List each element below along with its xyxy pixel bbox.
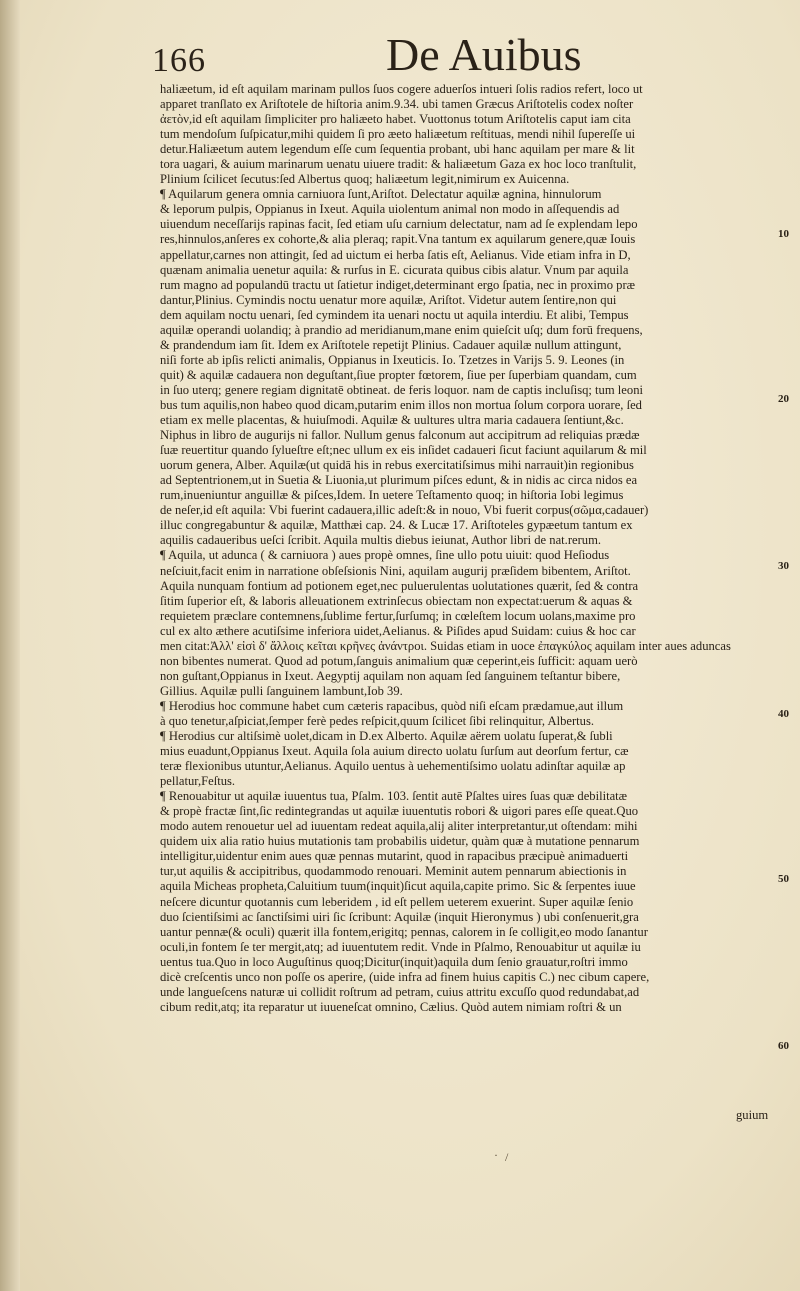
text-line: oculi,in fontem ſe ter mergit,atq; ad iuuentutem redit. Vnde in Pſalmo, Renouabitur ut aquilæ iu	[160, 939, 641, 954]
text-line: cul ex alto æthere acutiſsime inferiora uidet,Aelianus. & Piſides apud Suidam: cuius & hoc car	[160, 623, 636, 638]
running-head: De Auibus	[386, 29, 582, 80]
binding-gutter	[0, 0, 20, 1291]
text-line: aquila Micheas propheta,Caluitium tuum(inquit)ſicut aquila,capite primo. Sic & ſerpentes iuue	[160, 879, 636, 894]
line-number: 30	[778, 560, 789, 572]
text-block	[160, 82, 774, 1015]
text-line: ad Septentrionem,ut in Suetia & Liuonia,ut plurimum piſces edunt, & in nidis ac circa nidos ea	[160, 473, 638, 488]
text-line: Aquila nunquam fontium ad potionem eget,nec puluerulentas uolutationes quærit, ſed & contra	[160, 578, 639, 593]
text-line: niſi forte ab ipſis relicti animalis, Oppianus in Ixeuticis. Io. Tzetzes in Varijs 5. 9. Leones (in	[160, 352, 625, 367]
text-line: aquilis cadaueribus ueſci ſcribit. Aquila multis diebus ieiunat, Author libri de nat.rerum.	[160, 533, 602, 548]
text-line: ¶ Aquilarum genera omnia carniuora ſunt,Ariſtot. Delectatur aquilæ agnina, hinnulorum	[160, 187, 602, 202]
text-line: aquilæ operandi uolandiq; à prandio ad meridianum,mane enim quieſcit uſq; dum forū frequens,	[160, 322, 643, 337]
text-line: res,hinnulos,anſeres ex cohorte,& alia pleraq; rapit.Vna tantum ex aquilarum genere,quæ Iouis	[160, 232, 636, 247]
text-line: bus tum aquilis,non habeo quod dicam,putarim enim illos non mortua ſolum corpora uorare, ſed	[160, 397, 642, 412]
line-number: 10	[778, 228, 789, 240]
text-line: neſcere dicuntur quotannis cum leberidem , id eſt pellem ueterem exuerint. Super aquilæ ſenio	[160, 894, 634, 909]
text-line: ¶ Herodius cur altiſsimè uolet,dicam in D.ex Alberto. Aquilæ aërem uolatu ſuperat,& ſubli	[160, 729, 613, 744]
text-line: duo ſcientiſsimi ac ſanctiſsimi uiri ſic ſcribunt: Aquilæ (inquit Hieronymus ) ubi conſenuerit,gra	[160, 909, 639, 924]
text-line: ¶ Herodius hoc commune habet cum cæteris rapacibus, quòd niſi eſcam prædamue,aut illum	[160, 698, 624, 713]
text-line: uantur pennæ(& oculi) quærit illa fontem,erigitq; pennas, calorem in ſe colligit,eo modo ſanantur	[160, 924, 648, 939]
text-line: unde langueſcens naturæ ui collidit roſtrum ad petram, cuius attritu excuſſo quod redundabat,ad	[160, 984, 640, 999]
text-line: in ſuo uterq; genere regiam dignitatē obtineat. de feris loquor. nam de captis incluſisq; tum leoni	[160, 382, 643, 397]
text-line: haliæetum, id eſt aquilam marinam pullos ſuos cogere aduerſos intueri ſolis radios refert, loco ut	[160, 82, 643, 96]
text-line: requietem præclare contemnens,ſublime fertur,ſurſumq; in cœleſtem locum uolans,maxime pro	[160, 608, 636, 623]
text-line: Gillius. Aquilæ pulli ſanguinem lambunt,Iob 39.	[160, 683, 403, 698]
text-line: tur,ut aquilis & accipitribus, quodammodo renouari. Meminit autem pennarum abiectionis in	[160, 864, 627, 879]
text-line: à quo tenetur,aſpiciat,ſemper ferè pedes reſpicit,quum ſcilicet ſibi relinquitur, Albertus.	[160, 713, 595, 728]
text-line: & leporum pulpis, Oppianus in Ixeut. Aquila uiolentum animal non modo in aſſequendis ad	[160, 202, 620, 217]
text-line: cibum redit,atq; ita reparatur ut iuueneſcat omnino, Cælius. Quòd autem nimiam roſtri & un	[160, 999, 622, 1014]
catchword: guium	[736, 1108, 769, 1122]
text-line: etiam ex melle placentas, & huiuſmodi. Aquilæ & uultures ultra maria cadauera ſentiunt,&c.	[160, 413, 624, 428]
page-number: 166	[152, 42, 206, 79]
text-line: tum mendoſum ſuſpicatur,mihi quidem ſi pro æeto haliæetum reſtituas, mendi nihil ſupereſſe ui	[160, 127, 636, 142]
text-line: dantur,Plinius. Cymindis noctu uenatur more aquilæ, Ariſtot. Videtur autem ſentire,non qui	[160, 292, 617, 307]
text-line: tora uagari, & auium marinarum uenatu uiuere tradit: & haliæetum Gaza ex hoc loco tranſtulit,	[160, 157, 637, 172]
ink-mark: /	[505, 1150, 509, 1164]
text-line: quænam animalia uenetur aquila: & rurſus in E. cicurata quibus cibis alatur. Vnum par aquila	[160, 262, 629, 277]
line-number: 20	[778, 393, 789, 405]
text-line: quidem uix alia ratio huius mutationis tam probabilis uidetur, quàm quæ à mutatione pennarum	[160, 834, 640, 849]
text-line: non bibentes numerat. Quod ad potum,ſanguis animalium quæ ceperint,eis ſufficit: aquam uerò	[160, 653, 638, 668]
text-line: & prandendum iam ſit. Idem ex Ariſtotele repetijt Plinius. Cadauer aquilæ nullum attingunt,	[160, 337, 622, 352]
text-line: uentus tua.Quo in loco Auguſtinus quoq;Dicitur(inquit)aquila dum ſenio grauatur,roſtri immo	[160, 954, 628, 969]
text-line: non guſtant,Oppianus in Ixeut. Aegyptij aquilam non aquam ſed ſanguinem teſtantur bibere,	[160, 668, 621, 683]
text-line: ¶ Renouabitur ut aquilæ iuuentus tua, Pſalm. 103. ſentit autē Pſaltes uires ſuas quæ debilitatæ	[160, 789, 628, 804]
line-number: 60	[778, 1040, 789, 1052]
text-line: uorum genera, Alber. Aquilæ(ut quidā his in rebus exercitatiſsimus mihi narrauit)in regionibus	[160, 458, 634, 473]
text-line: pellatur,Feſtus.	[160, 774, 236, 789]
text-line: ἀετὸν,id eſt aquilam ſimpliciter pro haliæeto habet. Vuottonus totum Ariſtotelis caput iam cita	[160, 112, 631, 127]
text-line: Niphus in libro de augurijs ni fallor. Nullum genus falconum aut accipitrum ad reliquias prædæ	[160, 428, 640, 443]
text-line: ¶ Aquila, ut adunca ( & carniuora ) aues propè omnes, ſine ullo potu uiuit: quod Heſiodus	[160, 548, 610, 563]
text-line: men citat:Ἀλλ' εἰσὶ δ' ἄλλοις κεῖται κρῆνες ἀνάντροι. Suidas etiam in uoce ἐπαγκύλος aquilam inter aues aduncas	[160, 638, 731, 653]
text-line: mius euadunt,Oppianus Ixeut. Aquila ſola auium directo uolatu ſurſum aut deorſum fertur, cæ	[160, 744, 629, 759]
text-line: uiuendum neceſſarijs rapinas facit, ſed etiam uſu carnium delectatur, nam ad ſe explendam lepo	[160, 217, 638, 232]
text-line: intelligitur,uidentur enim aues quæ pennas mutarint, quod in rapacibus præcipuè animaduerti	[160, 849, 629, 864]
text-line: & propè fractæ ſint,ſic redintegrandas ut aquilæ iuuentutis robori & uigori pares eſſe queat.Quo	[160, 804, 639, 819]
text-line: de neſer,id eſt aquila: Vbi fuerint cadauera,illic adeſt:& in nouo, Vbi fuerit corpus(σῶμα,cadauer)	[160, 503, 649, 518]
text-line: rum magno ad populandū tractu ut ſatietur indiget,determinant ergo ſpatia, nec in proximo præ	[160, 277, 636, 292]
text-line: ſitim ſuperior eſt, & laboris alleuationem extrinſecus obiectam non expectat:uerum & aquas &	[160, 593, 633, 608]
text-line: detur.Haliæetum autem legendum eſſe cum ſequentia probant, ubi hanc aquilam per mare & lit	[160, 142, 635, 157]
line-number: 50	[778, 873, 789, 885]
text-line: rum,inueniuntur anguillæ & piſces,Idem. In uetere Teſtamento quoq; in hiſtoria Iobi legimus	[160, 488, 624, 503]
text-line: teræ flexionibus utuntur,Aelianus. Aquilo uentus à uehementiſsimo uolatu adinſtar aquilæ ap	[160, 759, 626, 774]
text-line: modo autem renouetur uel ad iuuentam redeat aquila,alij aliter interpretantur,ut oſtendam: mihi	[160, 819, 638, 834]
text-line: apparet tranſlato ex Ariſtotele de hiſtoria anim.9.34. ubi tamen Græcus Ariſtotelis codex noſter	[160, 97, 634, 112]
text-line: dicè creſcentis unco non poſſe os aperire, (uide infra ad finem huius capitis C.) nec cibum capere,	[160, 969, 650, 984]
text-line: appellatur,carnes non attingit, ſed ad uictum ei herba ſatis eſt, Aelianus. Vide etiam infra in D,	[160, 247, 631, 262]
line-number: 40	[778, 708, 789, 720]
ink-mark: ·	[494, 1148, 498, 1162]
text-line: Plinium ſcilicet ſecutus:ſed Albertus quoq; haliæetum legit,nimirum ex Auicenna.	[160, 172, 570, 187]
text-line: dem aquilam noctu uenari, ſed cymindem ita uenari noctu ut aquila interdiu. Et alibi, Tempus	[160, 307, 629, 322]
text-line: neſciuit,facit enim in narratione obſeſsionis Nini, aquilam augurij præſidem bibentem, Ariſtot.	[160, 563, 631, 578]
text-line: illuc congregabuntur & aquilæ, Matthæi cap. 24. & Lucæ 17. Ariſtoteles gypæetum tantum ex	[160, 518, 633, 533]
text-line: quit) & aquilæ cadauera non deguſtant,ſiue propter fœtorem, ſiue per ſuperbiam quandam, cum	[160, 367, 637, 382]
text-line: ſuæ reuertitur quando ſylueſtre eſt;nec ullum ex eis inſidet cadaueri ſicut faciunt aquilarum & mil	[160, 443, 647, 458]
